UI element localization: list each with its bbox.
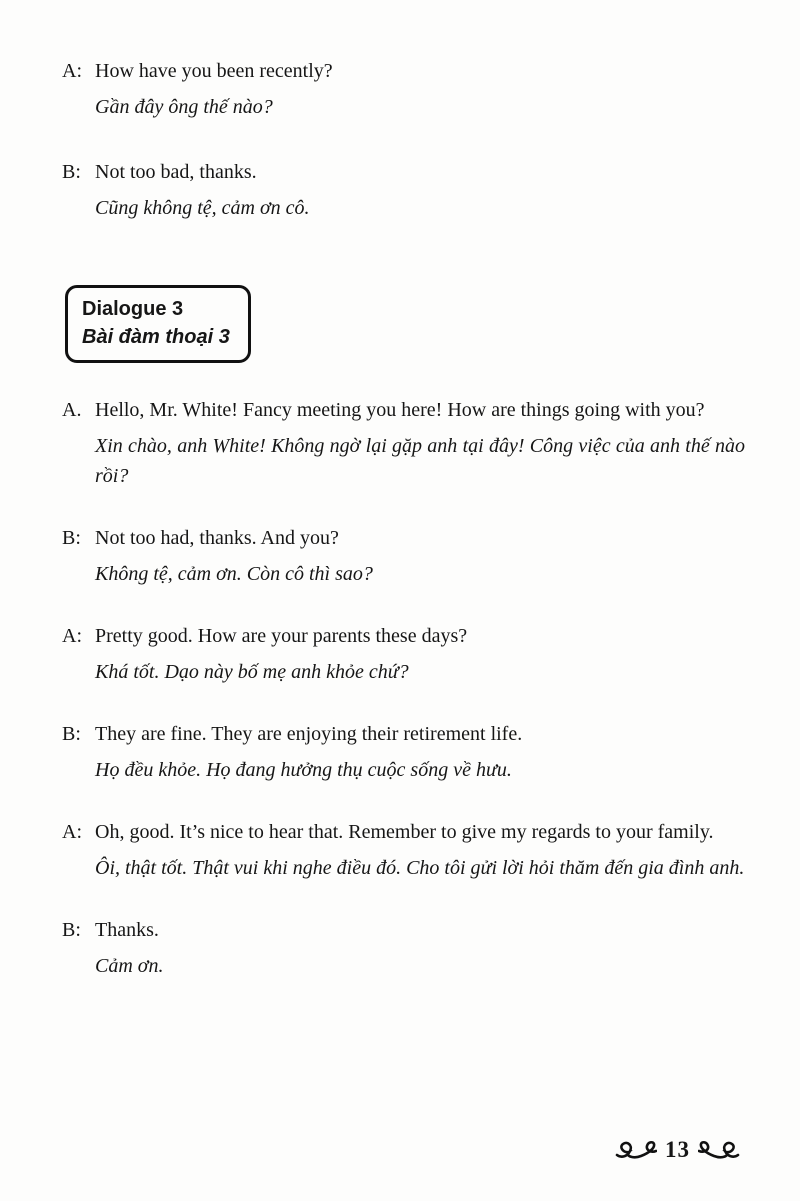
- utterance: [62, 915, 745, 981]
- vietnamese-line: Họ đều khỏe. Họ đang hưởng thụ cuộc sống về hưu.: [95, 759, 512, 781]
- dialogue-title: Dialogue 3: [82, 298, 184, 320]
- speaker-label: B:: [62, 723, 81, 745]
- utterance: [62, 621, 745, 687]
- utterance: [62, 56, 745, 122]
- vietnamese-line: Cảm ơn.: [95, 955, 164, 977]
- speaker-label: B:: [62, 919, 81, 941]
- speaker-label: A:: [62, 60, 82, 82]
- speaker-label: A.: [62, 399, 82, 421]
- speaker-label: B:: [62, 527, 81, 549]
- english-line: Thanks.: [95, 919, 159, 941]
- right-flourish-icon: [698, 1140, 740, 1160]
- speaker-label: B:: [62, 161, 81, 183]
- vietnamese-line: Khá tốt. Dạo này bố mẹ anh khỏe chứ?: [95, 661, 409, 683]
- utterance: [62, 157, 745, 223]
- page-number: 13: [665, 1137, 690, 1162]
- speaker-label: A:: [62, 821, 82, 843]
- vietnamese-line: Không tệ, cảm ơn. Còn cô thì sao?: [95, 563, 373, 585]
- dialogue3-header-box: [65, 285, 251, 363]
- english-line: They are fine. They are enjoying their retirement life.: [95, 723, 523, 745]
- english-line: Pretty good. How are your parents these days?: [95, 625, 468, 647]
- vietnamese-line: Cũng không tệ, cảm ơn cô.: [95, 197, 310, 219]
- english-line: Oh, good. It’s nice to hear that. Remember to give my regards to your family.: [95, 821, 714, 843]
- vietnamese-line: Xin chào, anh White! Không ngờ lại gặp anh tại đây! Công việc của anh thế nào rồi?: [95, 435, 745, 487]
- previous-dialogue-tail: [62, 56, 745, 223]
- utterance: [62, 817, 745, 883]
- page-footer: [615, 1137, 740, 1163]
- vietnamese-line: Gần đây ông thế nào?: [95, 96, 273, 118]
- dialogue3-body: [62, 395, 745, 981]
- left-flourish-icon: [615, 1140, 657, 1160]
- dialogue-subtitle: Bài đàm thoại 3: [82, 326, 230, 348]
- english-line: Not too had, thanks. And you?: [95, 527, 339, 549]
- english-line: Not too bad, thanks.: [95, 161, 257, 183]
- english-line: Hello, Mr. White! Fancy meeting you here! How are things going with you?: [95, 399, 705, 421]
- english-line: How have you been recently?: [95, 60, 333, 82]
- speaker-label: A:: [62, 625, 82, 647]
- utterance: [62, 395, 745, 491]
- utterance: [62, 719, 745, 785]
- utterance: [62, 523, 745, 589]
- vietnamese-line: Ôi, thật tốt. Thật vui khi nghe điều đó. Cho tôi gửi lời hỏi thăm đến gia đình anh.: [95, 857, 745, 879]
